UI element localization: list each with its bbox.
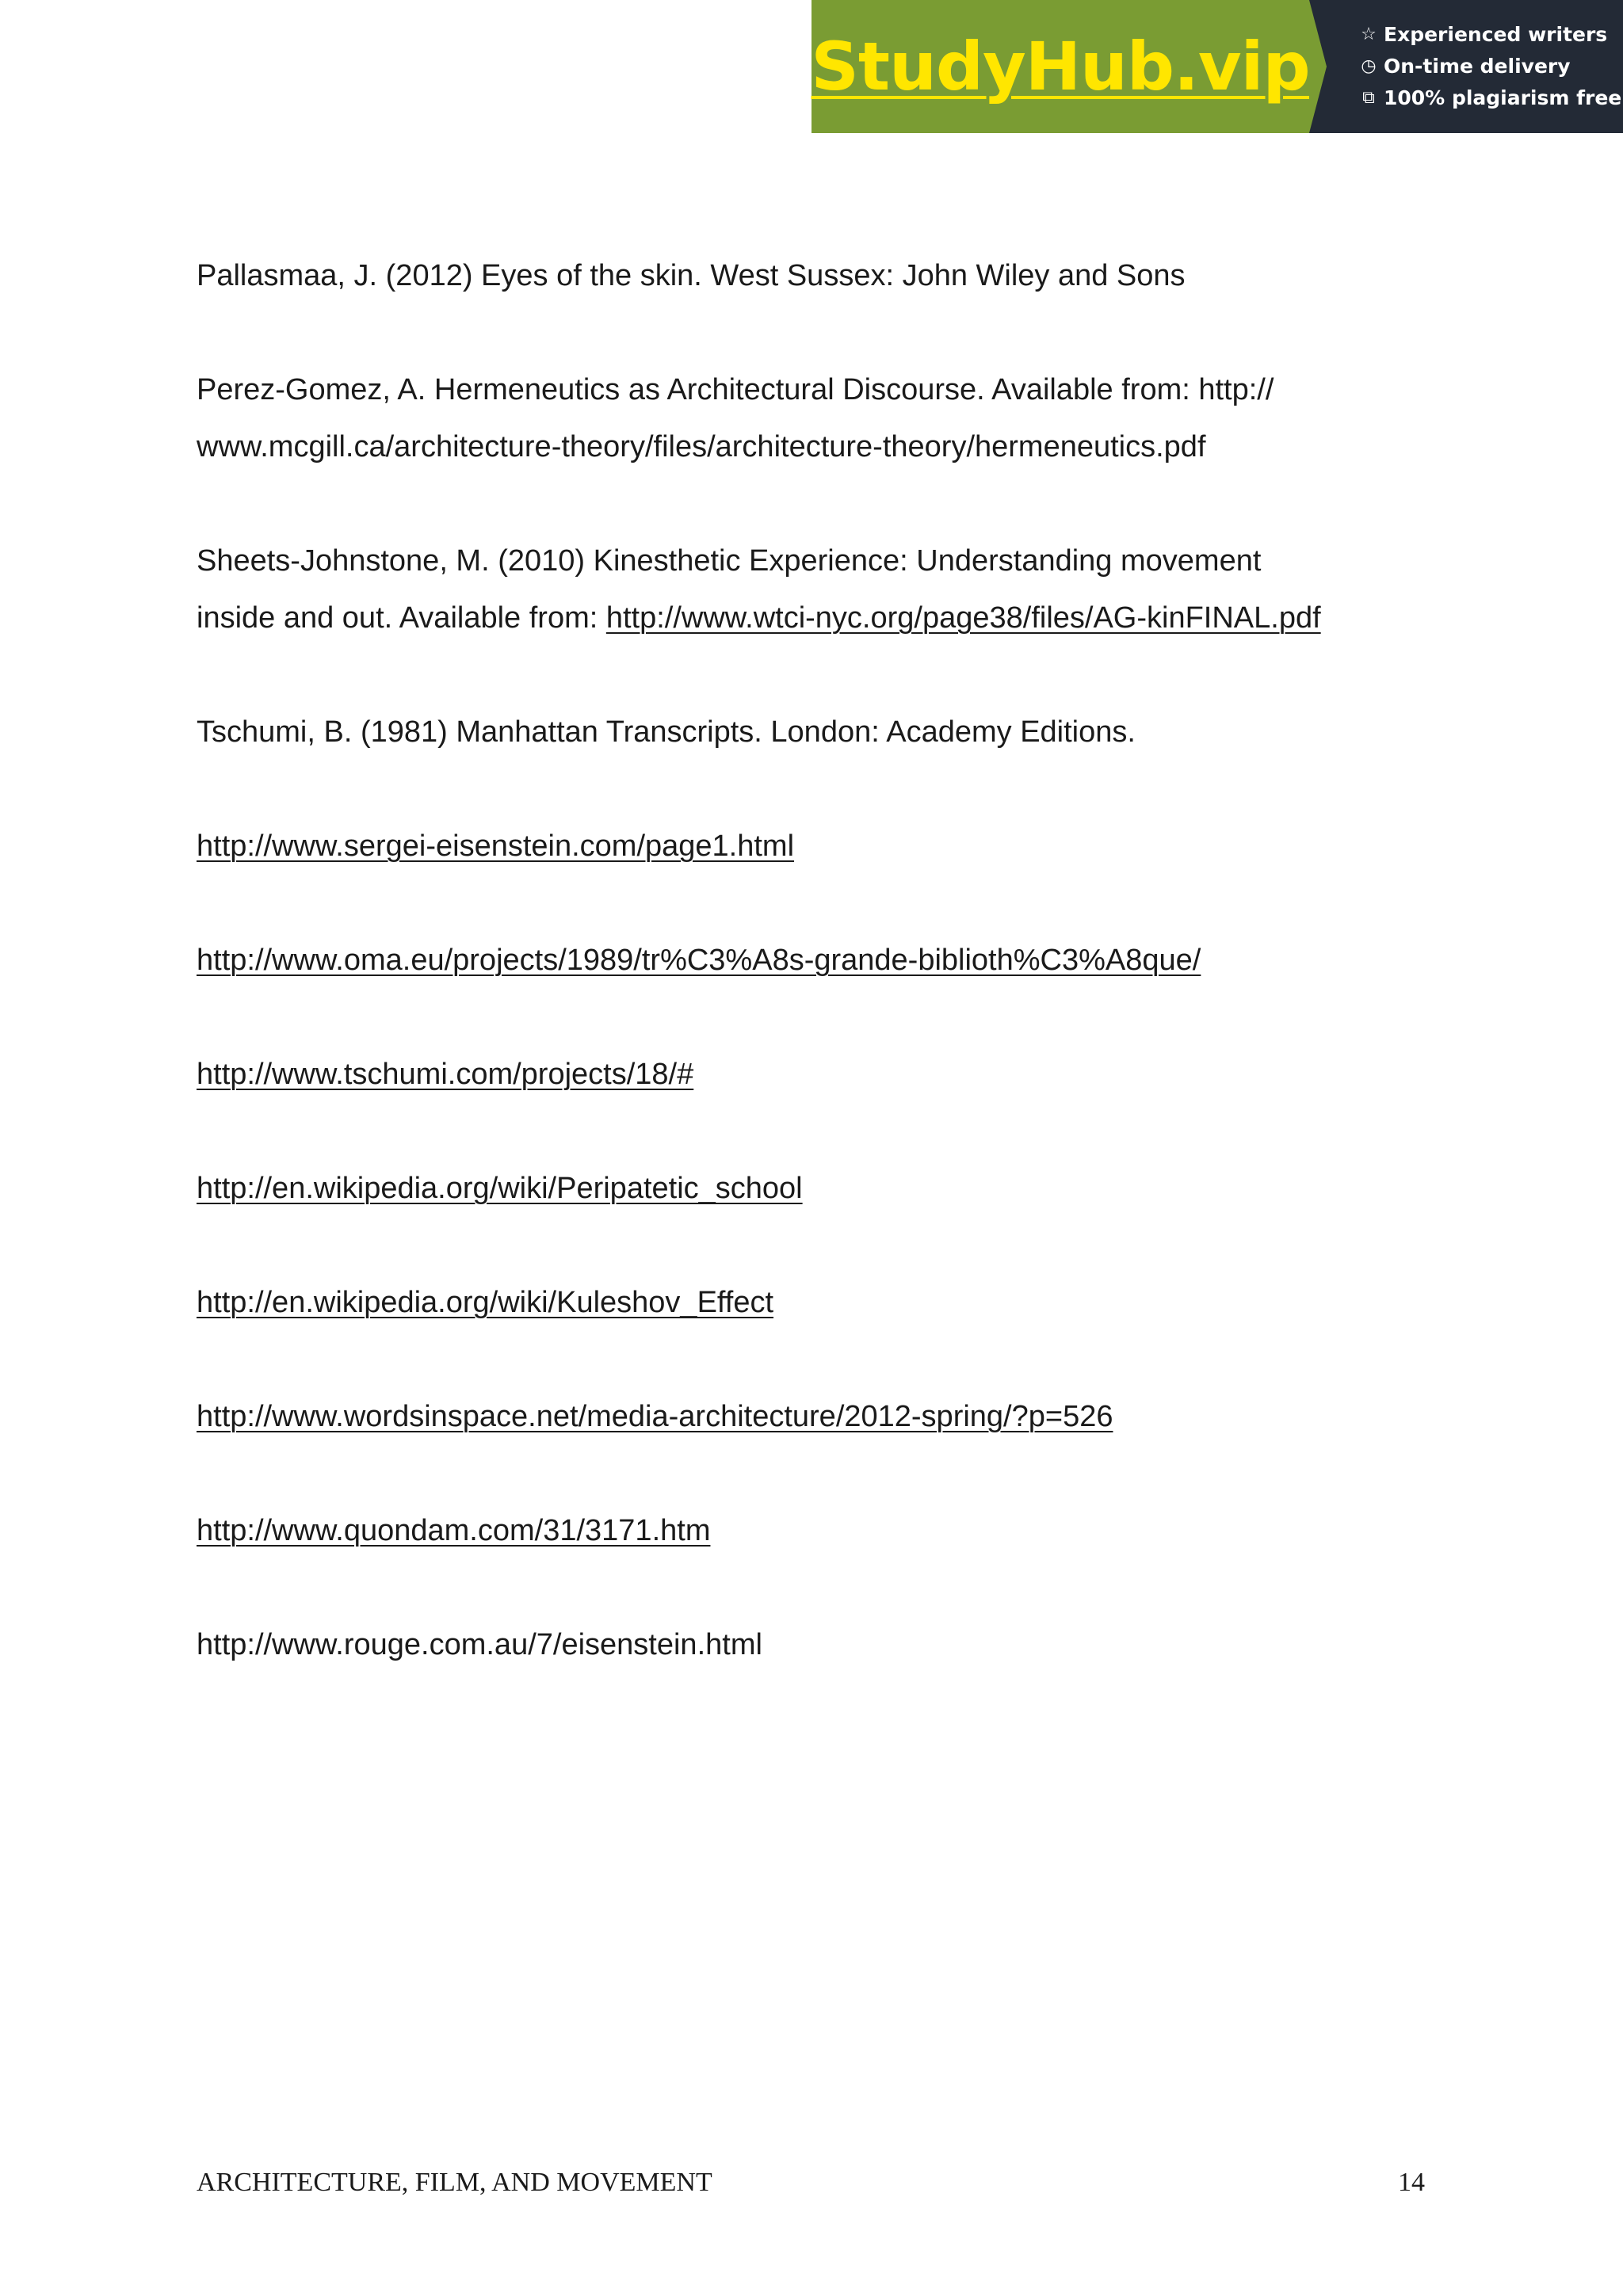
reference-text: Pallasmaa, J. (2012) Eyes of the skin. West Sussex: John Wiley and Sons [197, 259, 1186, 292]
feature-label: On-time delivery [1384, 55, 1571, 78]
feature-plagiarism-free [1358, 86, 1623, 110]
feature-experienced-writers [1358, 23, 1623, 47]
link-item [197, 818, 1433, 875]
link-item [197, 1160, 1433, 1217]
link-item [197, 1502, 1433, 1559]
link-item-plain [197, 1616, 1433, 1673]
banner-arrow-shape [1309, 0, 1327, 133]
reference-sheets-johnstone [197, 532, 1433, 646]
promo-banner[interactable] [812, 0, 1623, 133]
feature-on-time-delivery [1358, 55, 1623, 78]
reference-link[interactable]: http://www.oma.eu/projects/1989/tr%C3%A8s-grande-biblioth%C3%A8que/ [197, 944, 1201, 977]
reference-link[interactable]: http://www.quondam.com/31/3171.htm [197, 1514, 711, 1547]
star-outline-icon: ☆ [1361, 24, 1377, 44]
reference-link[interactable]: http://en.wikipedia.org/wiki/Kuleshov_Effect [197, 1286, 774, 1319]
reference-text-line1: Sheets-Johnstone, M. (2010) Kinesthetic Experience: Understanding movement [197, 544, 1262, 578]
reference-link[interactable]: http://en.wikipedia.org/wiki/Peripatetic_school [197, 1172, 803, 1205]
reference-link[interactable]: http://www.wtci-nyc.org/page38/files/AG-kinFINAL.pdf [605, 601, 1321, 635]
page-number: 14 [1398, 2168, 1425, 2197]
reference-pallasmaa [197, 247, 1433, 304]
reference-link[interactable]: http://www.sergei-eisenstein.com/page1.html [197, 830, 795, 863]
copy-icon: ⧉ [1362, 87, 1375, 108]
feature-label: 100% plagiarism free [1384, 86, 1622, 109]
reference-text-line1: Perez-Gomez, A. Hermeneutics as Architectural Discourse. Available from: http:// [197, 373, 1274, 406]
link-item [197, 1274, 1433, 1331]
banner-logo[interactable]: StudyHub.vip [811, 28, 1310, 105]
feature-label: Experienced writers [1384, 23, 1608, 46]
clock-icon: ◷ [1361, 55, 1377, 76]
reference-tschumi [197, 704, 1433, 761]
reference-link[interactable]: http://www.wordsinspace.net/media-architecture/2012-spring/?p=526 [197, 1400, 1113, 1433]
page-footer [197, 2168, 1425, 2198]
footer-title: ARCHITECTURE, FILM, AND MOVEMENT [197, 2168, 712, 2197]
reference-link[interactable]: http://www.tschumi.com/projects/18/# [197, 1058, 694, 1091]
banner-logo-area[interactable] [812, 0, 1309, 133]
reference-text-line2: www.mcgill.ca/architecture-theory/files/architecture-theory/hermeneutics.pdf [197, 430, 1206, 463]
reference-text: Tschumi, B. (1981) Manhattan Transcripts. London: Academy Editions. [197, 715, 1136, 749]
link-item [197, 1046, 1433, 1103]
reference-text-prefix: inside and out. Available from: [197, 601, 606, 635]
reference-url-text: http://www.rouge.com.au/7/eisenstein.html [197, 1628, 762, 1661]
reference-list [197, 247, 1433, 1730]
link-item [197, 932, 1433, 989]
reference-perez-gomez [197, 361, 1433, 475]
banner-features [1309, 0, 1623, 133]
link-item [197, 1388, 1433, 1445]
